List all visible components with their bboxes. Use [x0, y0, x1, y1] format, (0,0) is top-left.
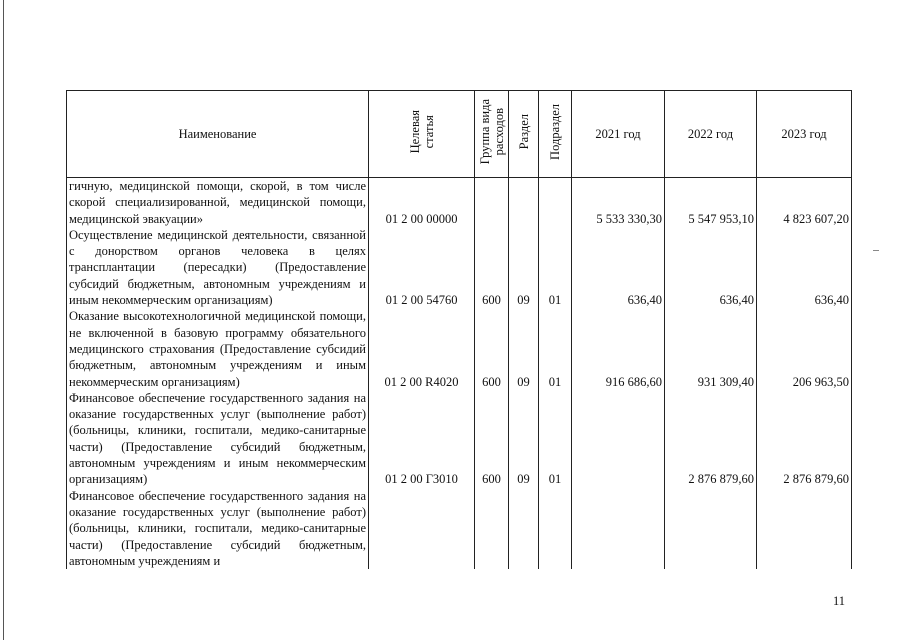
row-2021: 916 686,60	[572, 308, 665, 389]
header-name	[67, 91, 369, 178]
budget-table	[66, 90, 852, 569]
page-number: 11	[833, 594, 846, 608]
row-subsection: 01	[539, 308, 572, 389]
page-edge-line	[3, 0, 4, 640]
row-2023: 4 823 607,20	[757, 178, 852, 227]
table-row	[67, 390, 852, 488]
row-2022: 2 876 879,60	[665, 390, 757, 488]
row-2022	[665, 488, 757, 569]
header-2023-label: 2023 год	[781, 126, 827, 141]
row-2023: 206 963,50	[757, 308, 852, 389]
row-2021: 636,40	[572, 227, 665, 308]
row-section	[509, 178, 539, 227]
header-subsection	[539, 91, 572, 178]
row-group	[475, 488, 509, 569]
header-2021	[572, 91, 665, 178]
row-subsection	[539, 488, 572, 569]
header-2023	[757, 91, 852, 178]
row-section: 09	[509, 227, 539, 308]
table-row	[67, 227, 852, 308]
row-target: 01 2 00 00000	[369, 178, 475, 227]
table-row	[67, 488, 852, 569]
table-row	[67, 308, 852, 389]
row-2022: 5 547 953,10	[665, 178, 757, 227]
row-subsection: 01	[539, 227, 572, 308]
row-target	[369, 488, 475, 569]
row-section: 09	[509, 308, 539, 389]
header-2022	[665, 91, 757, 178]
row-group: 600	[475, 227, 509, 308]
header-2022-label: 2022 год	[687, 126, 734, 141]
header-group	[475, 91, 509, 178]
header-target-label: Целевая статья	[407, 110, 436, 154]
row-2021	[572, 488, 665, 569]
header-2021-label: 2021 год	[595, 126, 641, 141]
header-row	[67, 91, 852, 178]
row-target: 01 2 00 Г3010	[369, 390, 475, 488]
header-section-label: Раздел	[516, 114, 531, 150]
row-name: Финансовое обеспечение государственного задания на оказание государственных услуг (выполнение работ) (больницы, клиники, госпитали, медико-санитарные части) (Предоставление субсидий бюджетным, автономным учреждениям и	[67, 488, 369, 569]
header-subsection-label: Подраздел	[548, 103, 562, 160]
row-2021	[572, 390, 665, 488]
row-name: Финансовое обеспечение государственного задания на оказание государственных услуг (выполнение работ) (больницы, клиники, госпитали, медико-санитарные части) (Предоставление субсидий бюджетным, автономным учреждениям и иным некоммерческим организациям)	[67, 390, 369, 488]
table-row	[67, 178, 852, 227]
row-section	[509, 488, 539, 569]
header-section	[509, 91, 539, 178]
row-2022: 931 309,40	[665, 308, 757, 389]
header-target	[369, 91, 475, 178]
row-subsection	[539, 178, 572, 227]
row-target: 01 2 00 R4020	[369, 308, 475, 389]
row-section: 09	[509, 390, 539, 488]
row-target: 01 2 00 54760	[369, 227, 475, 308]
row-group: 600	[475, 308, 509, 389]
row-2023: 636,40	[757, 227, 852, 308]
scan-mark	[873, 250, 879, 251]
row-name: гичную, медицинской помощи, скорой, в том числе скорой специализированной, медицинской помощи, медицинской эвакуации»	[67, 178, 369, 227]
header-group-label: Группа вида расходов	[477, 99, 506, 165]
row-group: 600	[475, 390, 509, 488]
header-name-label: Наименование	[178, 126, 257, 141]
row-2021: 5 533 330,30	[572, 178, 665, 227]
row-2023	[757, 488, 852, 569]
row-2023: 2 876 879,60	[757, 390, 852, 488]
row-subsection: 01	[539, 390, 572, 488]
row-name: Осуществление медицинской деятельности, связанной с донорством органов человека в целях трансплантации (пересадки) (Предоставление субсидий бюджетным, автономным учреждениям и иным некоммерческим организациям)	[67, 227, 369, 308]
row-name: Оказание высокотехнологичной медицинской помощи, не включенной в базовую программу обязательного медицинского страхования (Предоставление субсидий бюджетным, автономным учреждениям и иным некоммерческим организациям)	[67, 308, 369, 389]
row-group	[475, 178, 509, 227]
row-2022: 636,40	[665, 227, 757, 308]
